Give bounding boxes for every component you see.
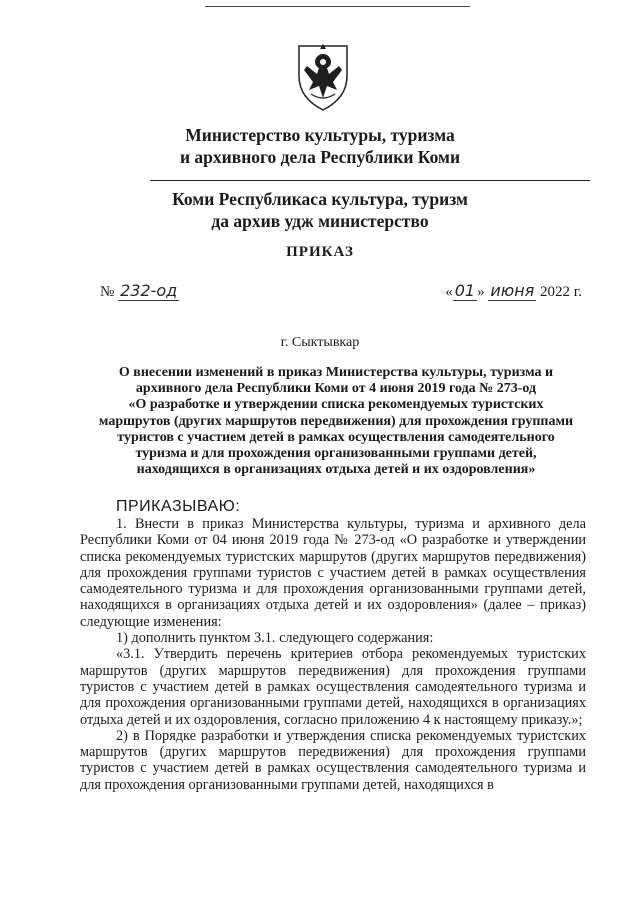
date-day: 01 — [454, 281, 476, 300]
ministry-title-ru — [0, 124, 640, 168]
city: г. Сыктывкар — [280, 335, 360, 350]
top-rule — [205, 6, 470, 7]
subject-line: О внесении изменений в приказ Министерства культуры, туризма и — [118, 365, 554, 380]
subject-line: туристов с участием детей в рамках осуществления самодеятельного — [117, 429, 555, 445]
coat-of-arms-emblem — [293, 40, 353, 112]
date-open-quote: « — [445, 284, 453, 300]
body-paragraph: «3.1. Утвердить перечень критериев отбора рекомендуемых туристских маршрутов (других маршрутов передвижения) для прохождения группами туристов с участием детей в рамках осуществления самодеятельного туризма и для прохождения организованными группами детей, находящихся в организациях отдыха детей и их оздоровления, согласно приложению 4 к настоящему приказу.»; — [80, 646, 586, 728]
subject-line: архивного дела Республики Коми от 4 июня 2019 года № 273-од — [135, 381, 537, 397]
header-divider — [150, 180, 590, 181]
body-paragraph: 2) в Порядке разработки и утверждения списка рекомендуемых туристских маршрутов (других маршрутов передвижения) для прохождения группами туристов с участием детей в рамках осуществления самодеятельного туризма и для прохождения организованными группами детей, находящихся в — [80, 727, 586, 793]
order-number-value: 232-од — [120, 281, 178, 300]
subject-line: находящихся в организациях отдыха детей и их оздоровления» — [136, 462, 536, 478]
ministry-title-komi-line1: Коми Республикаса культура, туризм — [172, 189, 468, 209]
order-date — [445, 281, 582, 301]
document-type: ПРИКАЗ — [286, 244, 354, 260]
date-close-quote: » — [477, 284, 485, 300]
order-body — [80, 516, 586, 793]
number-sign: № — [100, 284, 115, 300]
subject-line: туризма и для прохождения организованными группами детей, — [135, 446, 537, 462]
order-number — [100, 281, 179, 301]
order-directive: ПРИКАЗЫВАЮ: — [116, 498, 241, 515]
ministry-title-ru-line2: и архивного дела Республики Коми — [179, 147, 461, 167]
body-paragraph: 1. Внести в приказ Министерства культуры, туризма и архивного дела Республики Коми от 04 июня 2019 года № 273-од «О разработке и утверждении списка рекомендуемых туристских маршрутов (других маршрутов передвижения) для прохождения группами туристов с участием детей в рамках осуществления самодеятельного туризма и для прохождения организованными группами детей, находящихся в организациях отдыха детей и их оздоровления» (далее – приказ) следующие изменения: — [80, 516, 586, 630]
ministry-title-komi — [0, 188, 640, 232]
date-year: 2022 г. — [540, 284, 582, 300]
order-subject — [80, 365, 592, 478]
ministry-title-komi-line2: да архив удж министерство — [211, 211, 429, 231]
ministry-title-ru-line1: Министерство культуры, туризма — [185, 125, 455, 145]
date-month: июня — [490, 281, 535, 300]
subject-line: маршрутов (других маршрутов передвижения) для прохождения группами — [98, 413, 574, 429]
subject-line: «О разработке и утверждении списка рекомендуемых туристских — [128, 397, 544, 413]
body-paragraph: 1) дополнить пунктом 3.1. следующего содержания: — [116, 630, 434, 647]
